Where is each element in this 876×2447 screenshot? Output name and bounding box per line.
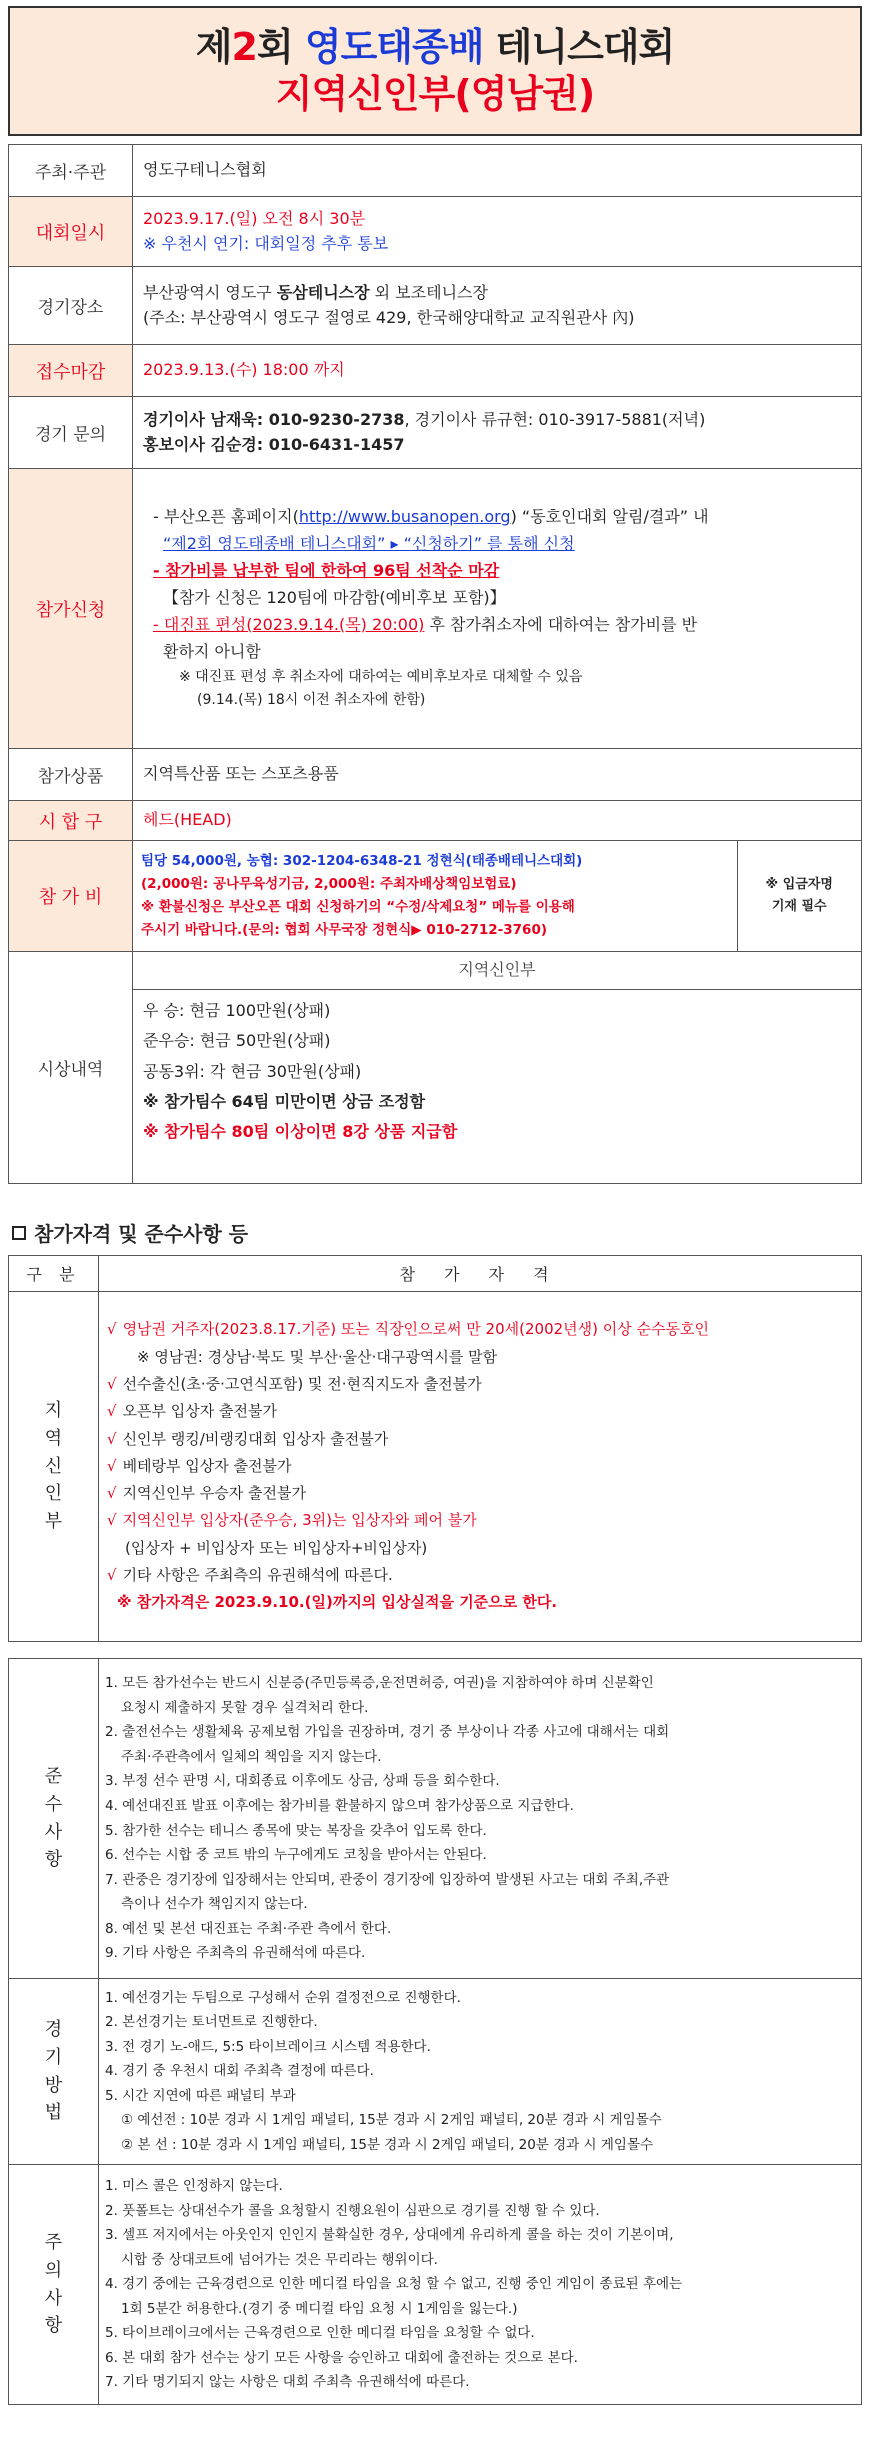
- rules-table: [8, 1658, 862, 2405]
- label-gift: 참가상품: [9, 749, 133, 801]
- apply-line-7: ※ 대진표 편성 후 취소자에 대하여는 예비후보자로 대체할 수 있음: [179, 668, 583, 685]
- vertical-label-char: 주: [44, 2231, 63, 2253]
- award-winner: 우 승: 현금 100만원(상패): [143, 1000, 331, 1020]
- list-item: √ 기타 사항은 주최측의 유권해석에 따른다.: [107, 1566, 393, 1585]
- row-apply: [9, 469, 862, 749]
- label-date: 대회일시: [9, 197, 133, 267]
- row-fee: [9, 841, 862, 952]
- list-item: 7. 관중은 경기장에 입장해서는 안되며, 관중이 경기장에 입장하여 발생된 사고는 대회 주최,주관: [105, 1871, 670, 1888]
- list-item: 1. 모든 참가선수는 반드시 신분증(주민등록증,운전면허증, 여권)을 지참하여야 하며 신분확인: [105, 1675, 654, 1692]
- apply-line-1: - 부산오픈 홈페이지(http://www.busanopen.org) “동호인대회 알림/결과” 내: [153, 507, 709, 527]
- list-item: 2. 본선경기는 토너먼트로 진행한다.: [105, 2014, 318, 2031]
- notes-label: [9, 2165, 99, 2405]
- fee-line-4: 주시기 바랍니다.(문의: 협회 사무국장 정현식▶ 010-2712-3760): [141, 921, 548, 938]
- award-runnerup: 준우승: 현금 50만원(상패): [143, 1031, 331, 1051]
- qualification-division-label: [9, 1292, 99, 1642]
- method-label: [9, 1979, 99, 2165]
- rules-row-comply: [9, 1659, 862, 1979]
- row-ball: [9, 801, 862, 841]
- apply-line-4: 【참가 신청은 120팀에 마감함(예비후보 포함)】: [163, 587, 506, 607]
- venue-address: (주소: 부산광역시 영도구 절영로 429, 한국해양대학교 교직원관사 內): [143, 307, 635, 327]
- award-category: 지역신인부: [133, 952, 861, 990]
- title-round: 회: [256, 24, 305, 69]
- row-deadline: [9, 345, 862, 397]
- list-item: √ 오픈부 입상자 출전불가: [107, 1402, 277, 1421]
- rain-note: ※ 우천시 연기: 대회일정 추후 통보: [143, 233, 389, 253]
- row-inquiry: [9, 397, 862, 469]
- inquiry-line-1: 경기이사 남재욱: 010-9230-2738, 경기이사 류규현: 010-3917-5881(저녁): [143, 409, 706, 429]
- apply-line-5: - 대진표 편성(2023.9.14.(목) 20:00) 후 참가취소자에 대하여는 참가비를 반: [153, 614, 698, 634]
- comply-label: [9, 1659, 99, 1979]
- col-category: 구 분: [9, 1256, 99, 1292]
- list-item: √ 신인부 랭킹/비랭킹대회 입상자 출전불가: [107, 1429, 389, 1448]
- list-item: 1. 미스 콜은 인정하지 않는다.: [105, 2177, 283, 2194]
- list-item: 2. 풋폴트는 상대선수가 콜을 요청할시 진행요원이 심판으로 경기를 진행 할 수 있다.: [105, 2202, 600, 2219]
- list-item: 6. 선수는 시합 중 코트 밖의 누구에게도 코칭을 받아서는 안된다.: [105, 1847, 487, 1864]
- list-item: 요청시 제출하지 못할 경우 실격처리 한다.: [121, 1699, 369, 1716]
- list-item: ※ 영남권: 경상남·북도 및 부산·울산·대구광역시를 말함: [137, 1347, 498, 1366]
- row-venue: [9, 267, 862, 345]
- busanopen-link[interactable]: http://www.busanopen.org: [298, 507, 511, 527]
- label-deadline: 접수마감: [9, 345, 133, 397]
- label-fee: 참 가 비: [9, 841, 133, 952]
- list-item: ※ 참가자격은 2023.9.10.(일)까지의 입상실적을 기준으로 한다.: [117, 1593, 558, 1612]
- list-item: 4. 경기 중에는 근육경련으로 인한 메디컬 타임을 요청 할 수 없고, 진행 중인 게임이 종료된 후에는: [105, 2276, 683, 2293]
- fee-line-2: (2,000원: 공나무육성기금, 2,000원: 주최자배상책임보험료): [141, 876, 517, 893]
- row-date: [9, 197, 862, 267]
- vertical-label-char: 항: [44, 2315, 63, 2337]
- list-item: 5. 시간 지연에 따른 패널티 부과: [105, 2087, 296, 2104]
- check-icon: √: [107, 1511, 117, 1530]
- value-ball: 헤드(HEAD): [133, 801, 862, 841]
- apply-line-6: 환하지 아니함: [163, 641, 261, 661]
- label-apply: 참가신청: [9, 469, 133, 749]
- vertical-label-char: 항: [44, 1849, 63, 1871]
- qualification-list: [99, 1292, 862, 1642]
- title-line-1: [196, 24, 674, 72]
- apply-line-2: “제2회 영도태종배 테니스대회” ▸ “신청하기” 를 통해 신청: [163, 534, 575, 554]
- list-item: (입상자 + 비입상자 또는 비입상자+비입상자): [125, 1538, 428, 1557]
- value-date: 2023.9.17.(일) 오전 8시 30분: [143, 208, 366, 228]
- notes-list: [99, 2165, 862, 2405]
- fee-line-3: ※ 환불신청은 부산오픈 대회 신청하기의 “수정/삭제요청” 메뉴를 이용해: [141, 899, 575, 915]
- vertical-label-char: 경: [44, 2018, 63, 2040]
- list-item: 주최·주관측에서 일체의 책임을 지지 않는다.: [121, 1748, 382, 1765]
- qualification-table: [8, 1255, 862, 1642]
- vertical-label-char: 부: [44, 1511, 63, 1533]
- title-box: [8, 6, 862, 136]
- method-list: [99, 1979, 862, 2165]
- list-item: 5. 타이브레이크에서는 근육경련으로 인한 메디컬 타임을 요청할 수 없다.: [105, 2325, 535, 2342]
- list-item: 1회 5분간 허용한다.(경기 중 메디컬 타임 요청 시 1게임을 잃는다.): [121, 2300, 518, 2317]
- value-deadline: 2023.9.13.(수) 18:00 까지: [133, 345, 862, 397]
- label-inquiry: 경기 문의: [9, 397, 133, 469]
- venue-main-court: 동삼테니스장: [276, 282, 370, 302]
- vertical-label-char: 수: [44, 1793, 63, 1815]
- title-cup-name: 영도태종배: [304, 24, 484, 69]
- list-item: 시합 중 상대코트에 넘어가는 것은 무리라는 행위이다.: [121, 2251, 438, 2268]
- label-ball: 시 합 구: [9, 801, 133, 841]
- rules-row-method: [9, 1979, 862, 2165]
- list-item: 9. 기타 사항은 주최측의 유권해석에 따른다.: [105, 1945, 366, 1962]
- fee-line-1: 팀당 54,000원, 농협: 302-1204-6348-21 정현식(태종배테니스대회): [141, 853, 583, 870]
- list-item: 1. 예선경기는 두팀으로 구성해서 순위 결정전으로 진행한다.: [105, 1989, 461, 2006]
- list-item: √ 지역신인부 입상자(준우승, 3위)는 입상자와 페어 불가: [107, 1511, 477, 1530]
- vertical-label-char: 사: [44, 2287, 63, 2309]
- award-third: 공동3위: 각 현금 30만원(상패): [143, 1061, 362, 1081]
- check-icon: √: [107, 1402, 117, 1421]
- list-item: 8. 예선 및 본선 대진표는 주최·주관 측에서 한다.: [105, 1920, 392, 1937]
- award-note-2: ※ 참가팀수 80팀 이상이면 8강 상품 지급함: [143, 1122, 458, 1142]
- list-item: √ 선수출신(초·중·고연식포함) 및 전·현직지도자 출전불가: [107, 1374, 482, 1393]
- award-note-1: ※ 참가팀수 64팀 미만이면 상금 조정함: [143, 1091, 426, 1111]
- qualification-section-title: 참가자격 및 준수사항 등: [8, 1218, 862, 1247]
- list-item: √ 영남권 거주자(2023.8.17.기준) 또는 직장인으로써 만 20세(2002년생) 이상 순수동호인: [107, 1320, 709, 1339]
- list-item: 3. 셀프 저지에서는 아웃인지 인인지 불확실한 경우, 상대에게 유리하게 콜을 하는 것이 기본이며,: [105, 2227, 674, 2244]
- vertical-label-char: 준: [44, 1765, 63, 1787]
- check-icon: √: [107, 1456, 117, 1475]
- value-gift: 지역특산품 또는 스포츠용품: [133, 749, 862, 801]
- label-host: 주최·주관: [9, 145, 133, 197]
- title-event: 테니스대회: [483, 24, 675, 69]
- title-prefix: 제: [195, 24, 232, 69]
- list-item: 4. 경기 중 우천시 대회 주최측 결정에 따른다.: [105, 2063, 374, 2080]
- inquiry-line-2: 홍보이사 김순경: 010-6431-1457: [143, 434, 405, 454]
- row-award: [9, 952, 862, 1184]
- comply-list: [99, 1659, 862, 1979]
- list-item: 4. 예선대진표 발표 이후에는 참가비를 환불하지 않으며 참가상품으로 지급한다.: [105, 1797, 574, 1814]
- list-item: 3. 부정 선수 판명 시, 대회종료 이후에도 상금, 상패 등을 회수한다.: [105, 1773, 500, 1790]
- check-icon: √: [107, 1429, 117, 1448]
- vertical-label-char: 지: [44, 1399, 63, 1421]
- qualification-row: [9, 1292, 862, 1642]
- title-line-2: 지역신인부(영남권): [275, 72, 595, 116]
- list-item: 7. 기타 명기되지 않는 사항은 대회 주최측 유권해석에 따른다.: [105, 2374, 470, 2391]
- fee-depositor-note: ※ 입금자명 기재 필수: [765, 876, 833, 914]
- list-item: √ 베테랑부 입상자 출전불가: [107, 1456, 292, 1475]
- value-host: 영도구테니스협회: [133, 145, 862, 197]
- vertical-label-char: 의: [44, 2259, 63, 2281]
- square-bullet-icon: [12, 1226, 26, 1240]
- title-edition: 2: [231, 24, 257, 69]
- list-item: 6. 본 대회 참가 선수는 상기 모든 사항을 승인하고 대회에 출전하는 것으로 본다.: [105, 2349, 578, 2366]
- list-item: ② 본 선 : 10분 경과 시 1게임 패널티, 15분 경과 시 2게임 패널티, 20분 경과 시 게임몰수: [121, 2136, 654, 2153]
- rules-row-notes: [9, 2165, 862, 2405]
- apply-line-3: - 참가비를 납부한 팀에 한하여 96팀 선착순 마감: [153, 561, 500, 581]
- list-item: √ 지역신인부 우승자 출전불가: [107, 1484, 306, 1503]
- value-venue: 부산광역시 영도구 동삼테니스장 외 보조테니스장: [143, 282, 488, 302]
- list-item: 측이나 선수가 책임지지 않는다.: [121, 1896, 308, 1913]
- vertical-label-char: 역: [44, 1427, 63, 1449]
- row-host: [9, 145, 862, 197]
- check-icon: √: [107, 1484, 117, 1503]
- vertical-label-char: 인: [44, 1483, 63, 1505]
- label-award: 시상내역: [9, 952, 133, 1184]
- label-venue: 경기장소: [9, 267, 133, 345]
- list-item: ① 예선전 : 10분 경과 시 1게임 패널티, 15분 경과 시 2게임 패널티, 20분 경과 시 게임몰수: [121, 2112, 662, 2129]
- row-gift: [9, 749, 862, 801]
- vertical-label-char: 기: [44, 2046, 63, 2068]
- check-icon: √: [107, 1566, 117, 1585]
- list-item: 3. 전 경기 노-애드, 5:5 타이브레이크 시스템 적용한다.: [105, 2038, 431, 2055]
- vertical-label-char: 사: [44, 1821, 63, 1843]
- vertical-label-char: 신: [44, 1455, 63, 1477]
- apply-line-8: (9.14.(목) 18시 이전 취소자에 한함): [197, 692, 426, 709]
- vertical-label-char: 방: [44, 2074, 63, 2096]
- check-icon: √: [107, 1374, 117, 1393]
- info-table: [8, 144, 862, 1184]
- vertical-label-char: 법: [44, 2102, 63, 2124]
- check-icon: √: [107, 1320, 117, 1339]
- list-item: 2. 출전선수는 생활체육 공제보험 가입을 권장하며, 경기 중 부상이나 각종 사고에 대해서는 대회: [105, 1724, 670, 1741]
- col-qualification: 참 가 자 격: [99, 1256, 862, 1292]
- qualification-header: [9, 1256, 862, 1292]
- list-item: 5. 참가한 선수는 테니스 종목에 맞는 복장을 갖추어 입도록 한다.: [105, 1822, 487, 1839]
